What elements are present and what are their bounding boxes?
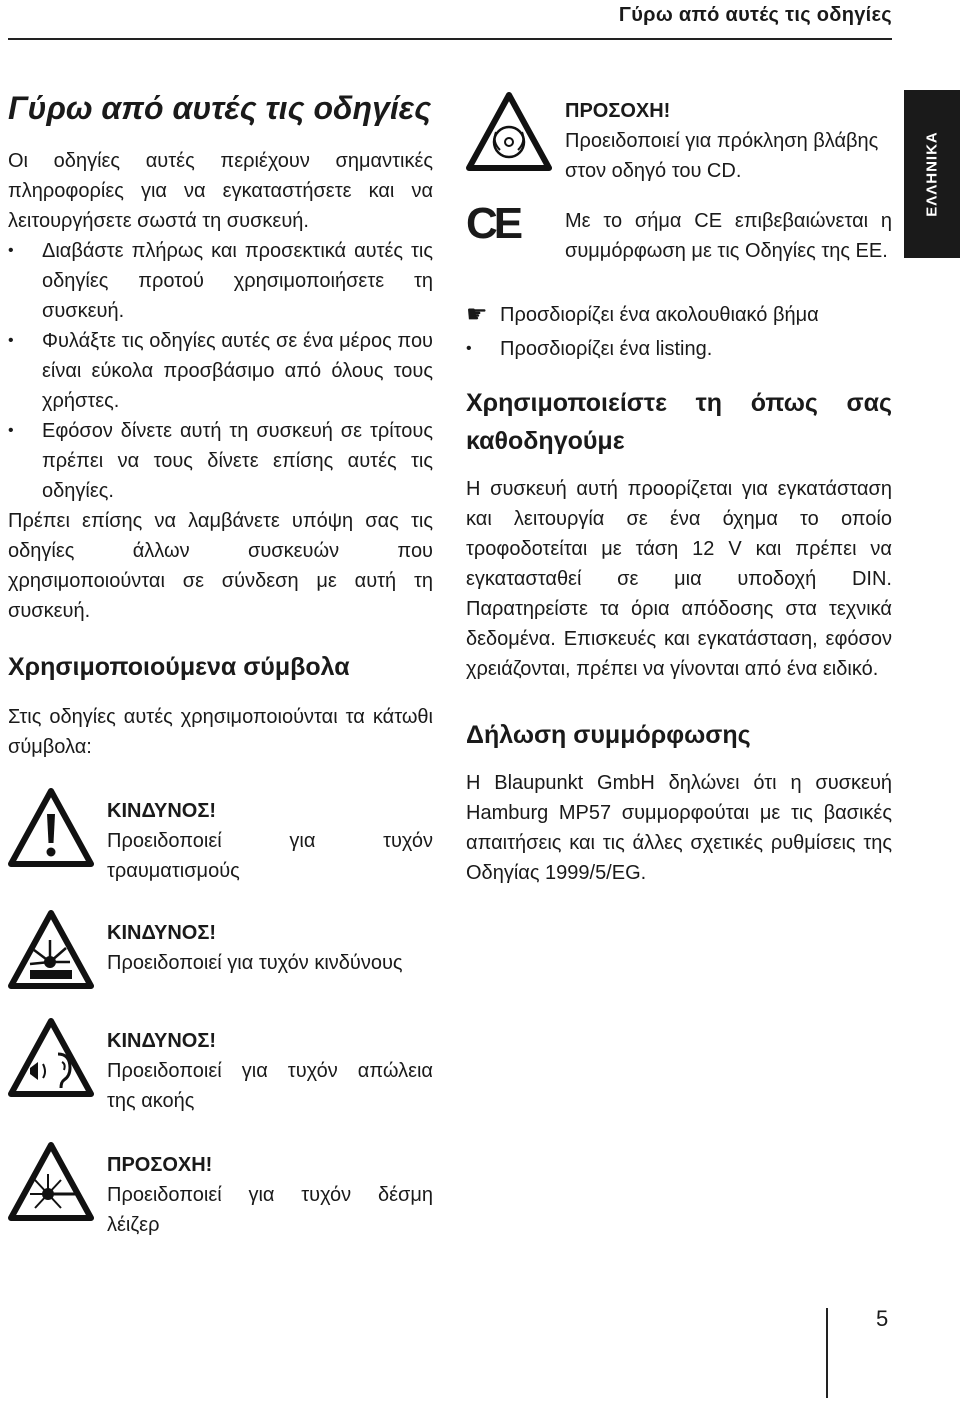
list-item: • Εφόσον δίνετε αυτή τη συσκευή σε τρίτους πρέπει να τους δίνετε επίσης αυτές τις οδηγίες.	[8, 416, 433, 506]
list-item: • Φυλάξτε τις οδηγίες αυτές σε ένα μέρος που είναι εύκολα προσβάσιμο από όλους τους χρήστες.	[8, 326, 433, 416]
running-header: Γύρω από αυτές τις οδηγίες	[618, 4, 892, 26]
bullet-list	[8, 236, 433, 506]
hearing-damage-icon	[8, 1018, 94, 1098]
symbol-description: Προειδοποιεί για τυχόν δέσμη	[107, 1184, 433, 1206]
usage-paragraph: Η συσκευή αυτή προορίζεται για εγκατάσταση και λειτουργία σε ένα όχημα το οποίο τροφοδοτείται με τάση 12 V και πρέπει να εγκατασταθεί σε μια υποδοχή DIN. Παρατηρείστε τα όρια απόδοσης στα τεχνικά δεδομένα. Επισκευές και εγκατάσταση, εφόσον χρειάζονται, πρέπει να γίνονται από ένα ειδικό.	[466, 478, 892, 680]
language-tab-label: ΕΛΛΗΝΙΚΑ	[923, 131, 941, 217]
symbol-description: στον οδηγό του CD.	[565, 160, 742, 182]
pointing-hand-icon: ☛	[466, 301, 488, 328]
ce-mark-icon: CE	[466, 199, 520, 248]
symbol-label: ΚΙΝΔΥΝΟΣ!	[107, 922, 217, 944]
symbol-description: τραυματισμούς	[107, 860, 240, 882]
page-title: Γύρω από αυτές τις οδηγίες	[8, 90, 432, 126]
page-number: 5	[876, 1306, 889, 1331]
cd-damage-icon	[466, 92, 552, 172]
symbols-heading: Χρησιμοποιούμενα σύμβολα	[8, 653, 350, 681]
symbol-label: ΚΙΝΔΥΝΟΣ!	[107, 1030, 217, 1052]
right-column	[466, 92, 892, 888]
page-rule	[826, 1308, 828, 1398]
symbol-label: ΠΡΟΣΟΧΗ!	[565, 100, 671, 122]
symbol-description: λέιζερ	[107, 1214, 160, 1236]
conformity-paragraph: Η Blaupunkt GmbH δηλώνει ότι η συσκευή Hamburg MP57 συμμορφούται με τις βασικές απαιτήσεις και τις άλλες σχετικές ρυθμίσεις της Οδηγίας 1999/5/EG.	[466, 772, 892, 884]
symbol-description: Προειδοποιεί για τυχόν	[107, 830, 433, 852]
step-marker-row	[466, 300, 892, 334]
symbol-description: Προειδοποιεί για πρόκληση βλάβης	[565, 130, 879, 152]
header-rule	[8, 38, 892, 40]
explosion-hazard-icon	[8, 910, 94, 990]
symbols-intro: Στις οδηγίες αυτές χρησιμοποιούνται τα κάτωθι σύμβολα:	[8, 706, 433, 758]
listing-marker-row	[466, 334, 892, 364]
usage-heading-line: καθοδηγούμε	[466, 427, 625, 455]
warning-exclamation-icon	[8, 788, 94, 868]
usage-heading	[466, 384, 892, 460]
symbol-description: Προειδοποιεί για τυχόν απώλεια	[107, 1060, 433, 1082]
conformity-heading: Δήλωση συμμόρφωσης	[466, 721, 751, 749]
intro-paragraph: Οι οδηγίες αυτές περιέχουν σημαντικές πληροφορίες για να εγκαταστήσετε και να λειτουργήσετε σωστά τη συσκευή.	[8, 150, 433, 232]
language-tab	[904, 90, 960, 258]
symbol-label: ΚΙΝΔΥΝΟΣ!	[107, 800, 217, 822]
laser-beam-icon	[8, 1142, 94, 1222]
step-marker-text: Προσδιορίζει ένα ακολουθιακό βήμα	[500, 304, 819, 326]
ce-mark-description: Με το σήμα CE επιβεβαιώνεται η συμμόρφωση με τις Οδηγίες της ΕΕ.	[565, 210, 892, 262]
list-item: • Προσδιορίζει ένα listing.	[466, 334, 892, 364]
list-item: • Διαβάστε πλήρως και προσεκτικά αυτές τις οδηγίες προτού χρησιμοποιήσετε τη συσκευή.	[8, 236, 433, 326]
symbol-label: ΠΡΟΣΟΧΗ!	[107, 1154, 213, 1176]
symbol-legend	[466, 92, 892, 292]
usage-heading-line: Χρησιμοποιείστε τη όπως σας	[466, 389, 892, 417]
symbol-description: της ακοής	[107, 1090, 195, 1112]
symbol-description: Προειδοποιεί για τυχόν κινδύνους	[107, 952, 403, 974]
outro-paragraph: Πρέπει επίσης να λαμβάνετε υπόψη σας τις οδηγίες άλλων συσκευών που χρησιμοποιούνται σε σύνδεση με αυτή τη συσκευή.	[8, 510, 433, 622]
left-column	[8, 88, 433, 762]
